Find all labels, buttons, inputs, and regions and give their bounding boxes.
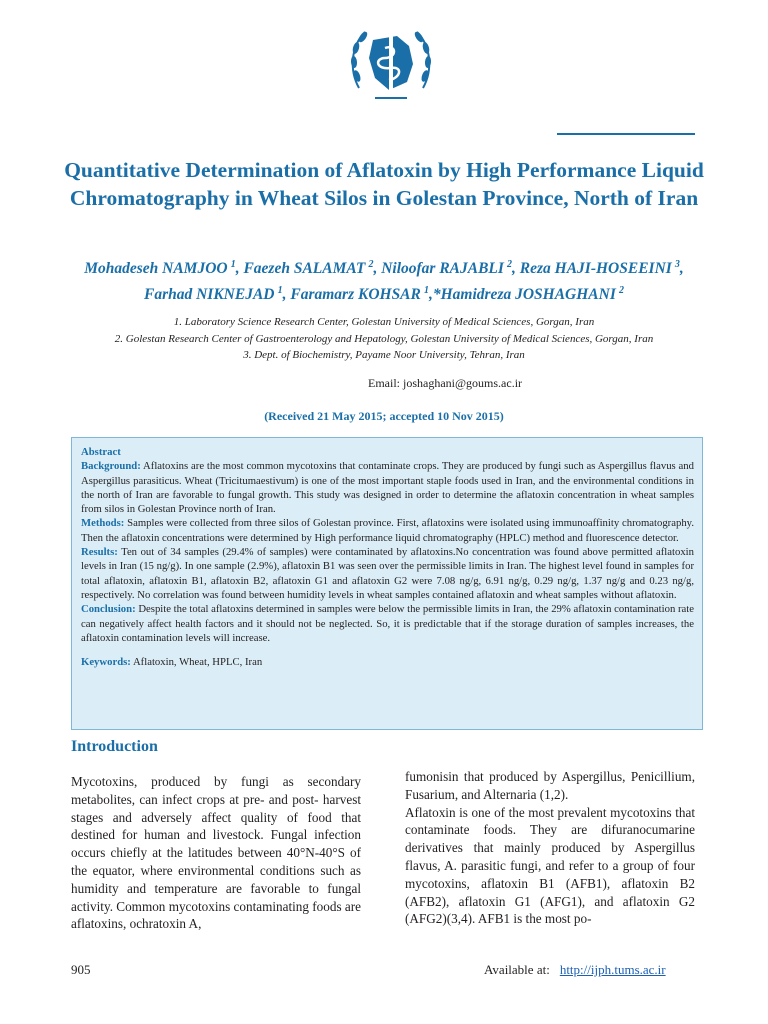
author-2: Faezeh SALAMAT [243, 260, 366, 278]
author-7-aff: 2 [618, 285, 624, 297]
affiliation-2: 2. Golestan Research Center of Gastroenterology and Hepatology, Golestan University of Medical Sciences, Gorgan, Iran [114, 332, 654, 345]
author-2-aff: 2 [368, 259, 374, 270]
methods-text: Samples were collected from three silos of Golestan province. First, aflatoxins were isolated using immunoaffinity chromatography. Then the aflatoxin concentrations were determined by High performance liquid chromatography (HPLC) method and fluorescence detector. [81, 517, 694, 544]
abstract-background [81, 459, 694, 516]
author-5: Farhad NIKNEJAD [144, 286, 275, 304]
author-4: Reza HAJI-HOSEEINI [519, 260, 672, 278]
author-5-aff: 1 [277, 285, 283, 297]
abstract-conclusion [81, 602, 694, 645]
intro-paragraph-1: Mycotoxins, produced by fungi as secondary metabolites, can infect crops at pre- and post- harvest stages and adversely affect quality of food that destined for human and livestock. Fungal infection occurs chiefly at the latitudes between 40°N-40°S of the equator, where environmental conditions such as humidity and temperature are favorable to fungal activity. Common mycotoxins contaminating foods are aflatoxins, ochratoxin A, [71, 774, 361, 932]
conclusion-text: Despite the total aflatoxins determined in samples were below the permissible limits in Iran, the 29% aflatoxin contamination rate can negatively affect health factors and it should not be neglected. So, it is predictable that if the storage duration of samples increases, the aflatoxin contamination levels will increase. [81, 603, 694, 644]
keywords-text: Aflatoxin, Wheat, HPLC, Iran [130, 656, 263, 669]
page-number: 905 [71, 962, 91, 977]
who-iran-emblem-icon [345, 18, 437, 110]
affiliation-list [60, 314, 708, 364]
keywords-label: Keywords: [81, 656, 131, 669]
author-6: Faramarz KOHSAR [290, 286, 421, 304]
background-label: Background: [81, 460, 141, 473]
conclusion-label: Conclusion: [81, 603, 136, 616]
paper-title: Quantitative Determination of Aflatoxin by High Performance Liquid Chromatography in Wheat Silos in Golestan Province, North of Iran [64, 158, 704, 210]
abstract-box [71, 437, 703, 730]
author-3: Niloofar RAJABLI [381, 260, 504, 278]
available-label: Available at: [484, 962, 550, 977]
received-dates: (Received 21 May 2015; accepted 10 Nov 2015) [264, 409, 504, 423]
author-1-aff: 1 [230, 259, 236, 270]
affiliation-3: 3. Dept. of Biochemistry, Payame Noor University, Tehran, Iran [243, 349, 525, 361]
background-text: Aflatoxins are the most common mycotoxins that contaminate crops. They are produced by fungi such as Aspergillus flavus and Aspergillus parasiticus. Wheat (Tricitumaestivum) is one of the most important staple foods used in Iran, and the environmental conditions in the north of Iran are favorable to fungal growth. This study was designed in order to determine the aflatoxin concentration in wheat samples from silos in Golestan Province north of Iran. [81, 460, 694, 516]
abstract-heading: Abstract [81, 446, 121, 458]
intro-left-column [71, 773, 361, 933]
results-label: Results: [81, 546, 118, 559]
abstract-methods [81, 516, 694, 545]
footer-availability [484, 962, 666, 978]
author-4-aff: 3 [674, 259, 680, 270]
abstract-results [81, 545, 694, 602]
intro-paragraph-3: Aflatoxin is one of the most prevalent mycotoxins that contaminate foods. They are difuranocumarine derivatives that mainly produced by Aspergillus flavus, A. parasitic fungi, and refer to a group of four mycotoxins, aflatoxin B1 (AFB1), aflatoxin B2 (AFB2), aflatoxin G1 (AFG1), and aflatoxin G2 (AFG2)(3,4). AFB1 is the most po- [405, 804, 695, 927]
intro-paragraph-2: fumonisin that produced by Aspergillus, Penicillium, Fusarium, and Alternaria (1,2). [405, 769, 695, 802]
corresponding-email: Email: joshaghani@goums.ac.ir [368, 376, 523, 390]
results-text: Ten out of 34 samples (29.4% of samples) were contaminated by aflatoxins.No concentration was found above permitted aflatoxin levels in Iran (15 ng/g). In one sample (2.9%), aflatoxin B1 was seen over the permissible limits in Iran. The highest level found in samples for total aflatoxin, aflatoxin B1, aflatoxin B2, aflatoxin G1 and aflatoxin G2 were 7.08 ng/g, 6.91 ng/g, 0.29 ng/g, 1.37 ng/g and 0.23 ng/g, respectively. No correlation was found between humidity levels in wheat samples contained aflatoxin and wheat samples without aflatoxin. [81, 546, 694, 601]
author-6-aff: 1 [423, 285, 429, 297]
introduction-heading: Introduction [71, 738, 158, 755]
abstract-keywords [81, 655, 694, 669]
methods-label: Methods: [81, 517, 125, 530]
author-7: *Hamidreza JOSHAGHANI [432, 286, 616, 304]
author-3-aff: 2 [507, 259, 513, 270]
affiliation-1: 1. Laboratory Science Research Center, Golestan University of Medical Sciences, Gorgan, Iran [173, 316, 595, 328]
author-list: Mohadeseh NAMJOO $^1$, Faezeh SALAMAT $^2$, Niloofar RAJABLI $^2$, Reza HAJI-HOSEEINI $^3$, Farhad NIKNEJAD $^1$, Faramarz KOHSAR $^1$,*Hamidreza JOSHAGHANI $^2$ [84, 259, 684, 304]
intro-right-column [405, 768, 695, 928]
journal-url-link[interactable]: http://ijph.tums.ac.ir [559, 962, 666, 977]
author-1: Mohadeseh NAMJOO [84, 260, 228, 278]
header-rule [557, 133, 695, 135]
